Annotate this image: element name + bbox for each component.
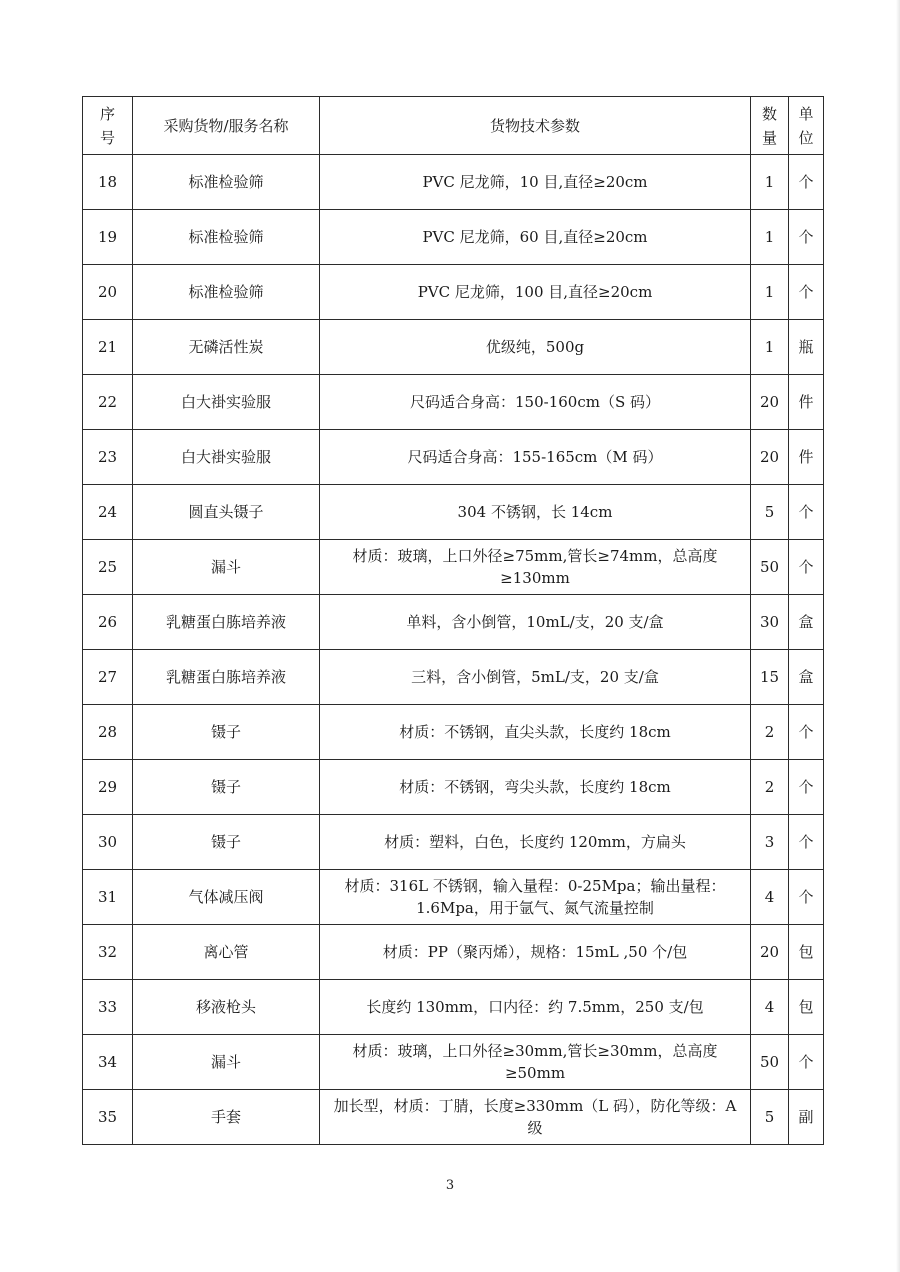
cell-name: 乳糖蛋白胨培养液 <box>133 650 320 705</box>
table-row <box>83 430 824 485</box>
cell-params: 材质：316L 不锈钢，输入量程：0-25Mpa；输出量程：1.6Mpa，用于氩气、氮气流量控制 <box>320 870 751 925</box>
cell-qty: 5 <box>751 1090 789 1145</box>
cell-params: 材质：不锈钢，直尖头款，长度约 18cm <box>320 705 751 760</box>
cell-qty: 30 <box>751 595 789 650</box>
table-row <box>83 155 824 210</box>
cell-qty: 1 <box>751 155 789 210</box>
table-row <box>83 815 824 870</box>
cell-unit: 个 <box>789 760 824 815</box>
cell-unit: 个 <box>789 815 824 870</box>
table-row <box>83 650 824 705</box>
cell-unit: 件 <box>789 375 824 430</box>
procurement-table <box>82 96 824 1145</box>
table-row <box>83 540 824 595</box>
cell-unit: 包 <box>789 925 824 980</box>
header-row <box>83 97 824 155</box>
cell-name: 镊子 <box>133 705 320 760</box>
cell-seq: 22 <box>83 375 133 430</box>
cell-params: 材质：玻璃，上口外径≥30mm,管长≥30mm，总高度≥50mm <box>320 1035 751 1090</box>
cell-qty: 5 <box>751 485 789 540</box>
table-row <box>83 375 824 430</box>
header-params: 货物技术参数 <box>320 97 751 155</box>
cell-seq: 20 <box>83 265 133 320</box>
cell-name: 离心管 <box>133 925 320 980</box>
cell-name: 手套 <box>133 1090 320 1145</box>
cell-qty: 2 <box>751 760 789 815</box>
cell-params: 材质：PP（聚丙烯），规格：15mL ,50 个/包 <box>320 925 751 980</box>
cell-name: 移液枪头 <box>133 980 320 1035</box>
cell-unit: 个 <box>789 155 824 210</box>
header-qty: 数量 <box>751 97 789 155</box>
cell-qty: 50 <box>751 540 789 595</box>
header-unit: 单位 <box>789 97 824 155</box>
cell-params: 单料，含小倒管，10mL/支，20 支/盒 <box>320 595 751 650</box>
cell-qty: 4 <box>751 870 789 925</box>
cell-seq: 18 <box>83 155 133 210</box>
cell-params: 材质：玻璃，上口外径≥75mm,管长≥74mm，总高度≥130mm <box>320 540 751 595</box>
cell-name: 镊子 <box>133 760 320 815</box>
cell-name: 无磷活性炭 <box>133 320 320 375</box>
cell-seq: 32 <box>83 925 133 980</box>
table-row <box>83 980 824 1035</box>
cell-unit: 个 <box>789 485 824 540</box>
cell-seq: 23 <box>83 430 133 485</box>
cell-unit: 瓶 <box>789 320 824 375</box>
header-name: 采购货物/服务名称 <box>133 97 320 155</box>
table-row <box>83 1035 824 1090</box>
cell-seq: 31 <box>83 870 133 925</box>
cell-params: 加长型，材质：丁腈，长度≥330mm（L 码），防化等级：A 级 <box>320 1090 751 1145</box>
table-row <box>83 485 824 540</box>
cell-name: 标准检验筛 <box>133 210 320 265</box>
cell-name: 白大褂实验服 <box>133 375 320 430</box>
cell-name: 白大褂实验服 <box>133 430 320 485</box>
cell-unit: 件 <box>789 430 824 485</box>
cell-params: PVC 尼龙筛，10 目,直径≥20cm <box>320 155 751 210</box>
cell-qty: 4 <box>751 980 789 1035</box>
cell-unit: 个 <box>789 705 824 760</box>
cell-unit: 个 <box>789 1035 824 1090</box>
cell-seq: 27 <box>83 650 133 705</box>
cell-params: 材质：不锈钢，弯尖头款，长度约 18cm <box>320 760 751 815</box>
cell-seq: 30 <box>83 815 133 870</box>
cell-unit: 个 <box>789 210 824 265</box>
cell-seq: 34 <box>83 1035 133 1090</box>
cell-params: 三料，含小倒管，5mL/支，20 支/盒 <box>320 650 751 705</box>
cell-unit: 个 <box>789 265 824 320</box>
cell-seq: 26 <box>83 595 133 650</box>
header-seq: 序号 <box>83 97 133 155</box>
cell-unit: 个 <box>789 870 824 925</box>
cell-seq: 25 <box>83 540 133 595</box>
cell-qty: 20 <box>751 430 789 485</box>
table-row <box>83 870 824 925</box>
cell-name: 漏斗 <box>133 540 320 595</box>
cell-seq: 24 <box>83 485 133 540</box>
table-row <box>83 1090 824 1145</box>
cell-seq: 21 <box>83 320 133 375</box>
table-row <box>83 760 824 815</box>
scan-edge <box>896 0 900 1272</box>
page-number: 3 <box>445 1178 455 1193</box>
cell-seq: 29 <box>83 760 133 815</box>
table-row <box>83 265 824 320</box>
cell-unit: 包 <box>789 980 824 1035</box>
cell-qty: 1 <box>751 210 789 265</box>
cell-params: PVC 尼龙筛，100 目,直径≥20cm <box>320 265 751 320</box>
table-row <box>83 210 824 265</box>
cell-params: 材质：塑料，白色，长度约 120mm，方扁头 <box>320 815 751 870</box>
cell-name: 气体减压阀 <box>133 870 320 925</box>
cell-name: 镊子 <box>133 815 320 870</box>
table-body <box>83 155 824 1145</box>
cell-name: 标准检验筛 <box>133 265 320 320</box>
cell-name: 圆直头镊子 <box>133 485 320 540</box>
cell-qty: 1 <box>751 265 789 320</box>
cell-qty: 1 <box>751 320 789 375</box>
cell-params: 长度约 130mm，口内径：约 7.5mm，250 支/包 <box>320 980 751 1035</box>
cell-qty: 20 <box>751 925 789 980</box>
cell-params: 尺码适合身高：150-160cm（S 码） <box>320 375 751 430</box>
cell-qty: 15 <box>751 650 789 705</box>
cell-qty: 3 <box>751 815 789 870</box>
cell-name: 漏斗 <box>133 1035 320 1090</box>
cell-unit: 盒 <box>789 650 824 705</box>
cell-params: 304 不锈钢，长 14cm <box>320 485 751 540</box>
cell-name: 标准检验筛 <box>133 155 320 210</box>
cell-unit: 副 <box>789 1090 824 1145</box>
table-row <box>83 320 824 375</box>
cell-seq: 33 <box>83 980 133 1035</box>
cell-unit: 盒 <box>789 595 824 650</box>
table-row <box>83 925 824 980</box>
cell-qty: 20 <box>751 375 789 430</box>
table-row <box>83 595 824 650</box>
cell-unit: 个 <box>789 540 824 595</box>
cell-params: 尺码适合身高：155-165cm（M 码） <box>320 430 751 485</box>
cell-seq: 19 <box>83 210 133 265</box>
cell-qty: 50 <box>751 1035 789 1090</box>
cell-params: 优级纯，500g <box>320 320 751 375</box>
cell-seq: 28 <box>83 705 133 760</box>
cell-seq: 35 <box>83 1090 133 1145</box>
table-row <box>83 705 824 760</box>
cell-qty: 2 <box>751 705 789 760</box>
cell-name: 乳糖蛋白胨培养液 <box>133 595 320 650</box>
cell-params: PVC 尼龙筛，60 目,直径≥20cm <box>320 210 751 265</box>
